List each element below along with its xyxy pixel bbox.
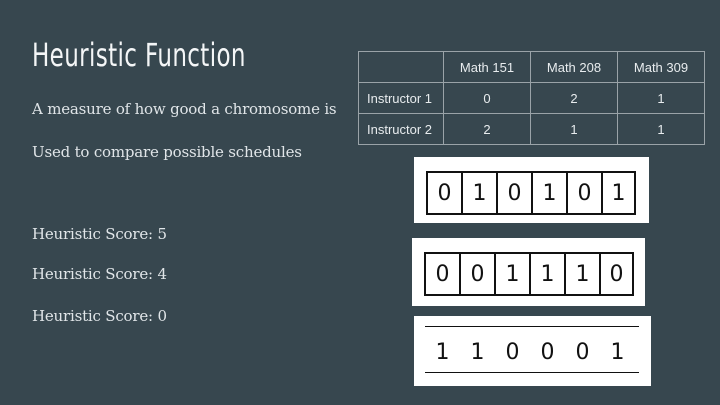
table-header-cell: Math 208 [531,52,618,83]
gene-cell: 1 [435,339,450,365]
table-cell [359,52,444,83]
gene-cell: 1 [531,173,566,213]
gene-cell: 0 [459,254,494,294]
chromosome-image [414,316,651,386]
row-label: Instructor 1 [359,83,444,114]
gene-cell: 0 [426,173,461,213]
gene-cell: 0 [496,173,531,213]
schedule-table [358,51,705,145]
gene-cell: 1 [610,339,625,365]
table-cell: 1 [618,83,705,114]
chromosome-image [414,157,649,223]
table-header-row [359,52,705,83]
table-cell: 1 [618,114,705,145]
heuristic-score: Heuristic Score: 5 [32,225,167,243]
table-cell: 1 [531,114,618,145]
table-header-cell: Math 151 [444,52,531,83]
row-label: Instructor 2 [359,114,444,145]
gene-cell: 0 [575,339,590,365]
gene-cell: 1 [470,339,485,365]
gene-cell: 1 [601,173,636,213]
gene-cell: 0 [424,254,459,294]
description-line: A measure of how good a chromosome is [32,100,337,118]
gene-cell: 1 [564,254,599,294]
gene-cell: 0 [540,339,555,365]
gene-cell: 0 [566,173,601,213]
description-line: Used to compare possible schedules [32,143,302,161]
gene-cell: 0 [505,339,520,365]
chromosome-image [412,238,645,306]
slide-title: Heuristic Function [32,36,246,74]
table-header-cell: Math 309 [618,52,705,83]
table-row [359,114,705,145]
table-cell: 0 [444,83,531,114]
heuristic-score: Heuristic Score: 4 [32,265,167,283]
gene-cell: 1 [494,254,529,294]
table-row [359,83,705,114]
bottom-rule [425,372,639,373]
gene-cell: 1 [529,254,564,294]
gene-cell: 1 [461,173,496,213]
top-rule [425,326,639,327]
table-cell: 2 [531,83,618,114]
heuristic-score: Heuristic Score: 0 [32,307,167,325]
table-cell: 2 [444,114,531,145]
gene-cell: 0 [599,254,634,294]
